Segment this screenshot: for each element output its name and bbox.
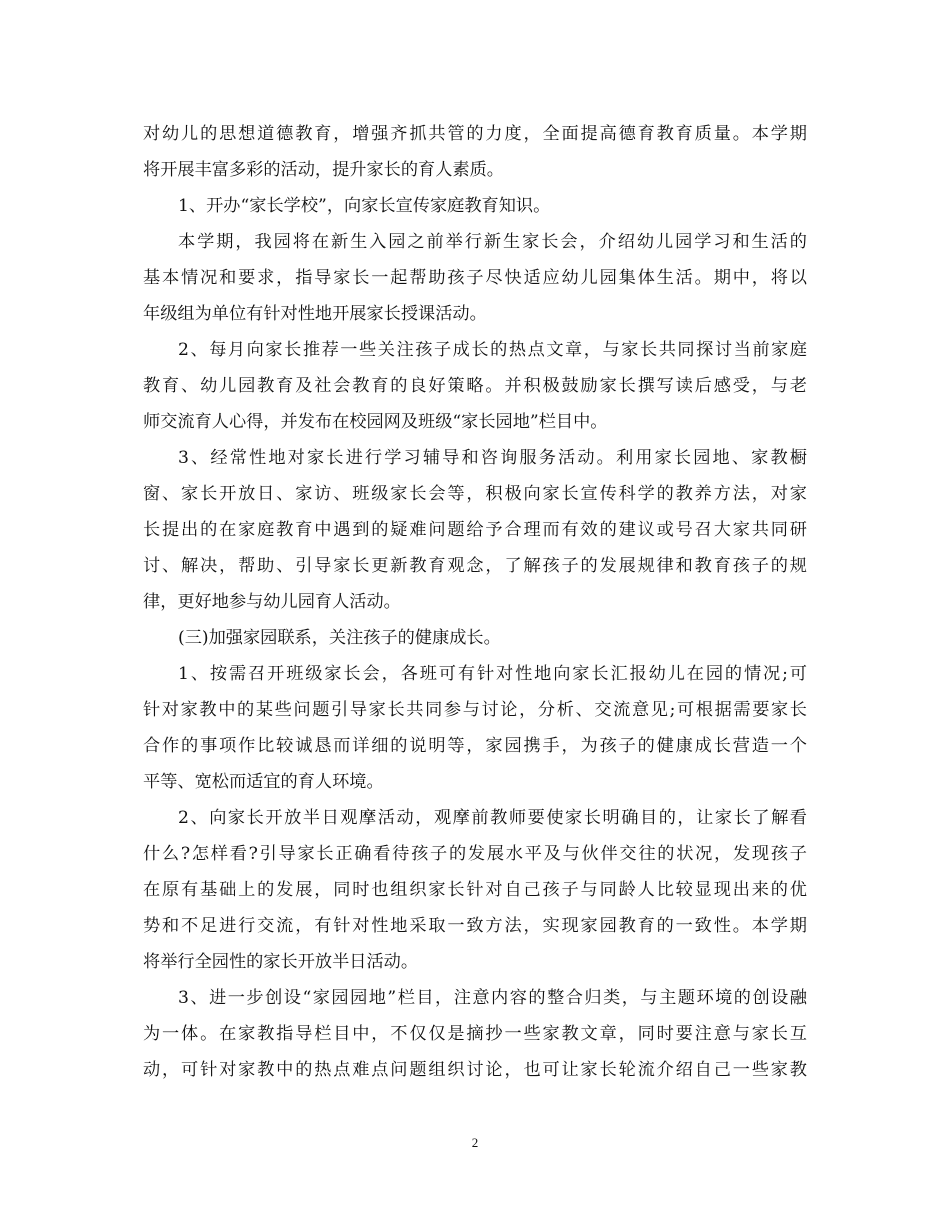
text-line: 律，更好地参与幼儿园育人活动。 [143,592,401,612]
text-line: 1、开办“家长学校”，向家长宣传家庭教育知识。 [178,196,551,216]
text-line: 1、按需召开班级家长会，各班可有针对性地向家长汇报幼儿在园的情况;可 [178,664,807,684]
text-line: 年级组为单位有针对性地开展家长授课活动。 [143,304,487,324]
text-line: 对幼儿的思想道德教育，增强齐抓共管的力度，全面提高德育教育质量。本学期 [143,124,807,144]
text-line: 将开展丰富多彩的活动，提升家长的育人素质。 [143,160,504,180]
text-line: 在原有基础上的发展，同时也组织家长针对自己孩子与同龄人比较显现出来的优 [143,880,807,900]
text-line: 师交流育人心得，并发布在校园网及班级“家长园地”栏目中。 [143,412,608,432]
text-line: 为一体。在家教指导栏目中，不仅仅是摘抄一些家教文章，同时要注意与家长互 [143,1024,807,1044]
text-line: 窗、家长开放日、家访、班级家长会等，积极向家长宣传科学的教养方法，对家 [143,484,807,504]
text-line: 3、进一步创设“家园园地”栏目，注意内容的整合归类，与主题环境的创设融 [178,988,807,1008]
text-line: 2、向家长开放半日观摩活动，观摩前教师要使家长明确目的，让家长了解看 [178,808,807,828]
text-line: 本学期，我园将在新生入园之前举行新生家长会，介绍幼儿园学习和生活的 [178,232,807,252]
text-line: 3、经常性地对家长进行学习辅导和咨询服务活动。利用家长园地、家教橱 [178,448,807,468]
text-line: 基本情况和要求，指导家长一起帮助孩子尽快适应幼儿园集体生活。期中，将以 [143,268,807,288]
body-text [143,116,807,1088]
text-line: 合作的事项作比较诚恳而详细的说明等，家园携手，为孩子的健康成长营造一个 [143,736,807,756]
text-line: 2、每月向家长推荐一些关注孩子成长的热点文章，与家长共同探讨当前家庭 [178,340,807,360]
text-line: 动，可针对家教中的热点难点问题组织讨论，也可让家长轮流介绍自己一些家教 [143,1060,807,1080]
text-line: 什么?怎样看?引导家长正确看待孩子的发展水平及与伙伴交往的状况，发现孩子 [143,844,807,864]
text-line: (三)加强家园联系，关注孩子的健康成长。 [178,628,501,648]
text-line: 长提出的在家庭教育中遇到的疑难问题给予合理而有效的建议或号召大家共同研 [143,520,807,540]
text-line: 讨、解决，帮助、引导家长更新教育观念，了解孩子的发展规律和教育孩子的规 [143,556,807,576]
text-line: 平等、宽松而适宜的育人环境。 [143,772,384,792]
page-number: 2 [471,1135,479,1150]
text-line: 教育、幼儿园教育及社会教育的良好策略。并积极鼓励家长撰写读后感受，与老 [143,376,807,396]
text-line: 势和不足进行交流，有针对性地采取一致方法，实现家园教育的一致性。本学期 [143,916,807,936]
text-line: 针对家教中的某些问题引导家长共同参与讨论，分析、交流意见;可根据需要家长 [143,700,807,720]
text-line: 将举行全园性的家长开放半日活动。 [143,952,419,972]
